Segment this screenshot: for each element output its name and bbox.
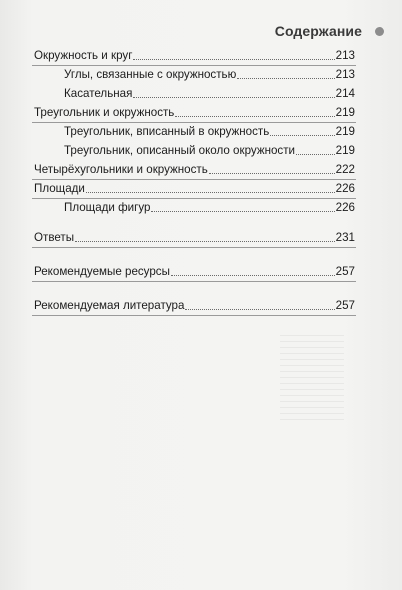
toc-entry-label: Рекомендуемая литература [34, 299, 185, 312]
toc-subentry-kasatelnaya[interactable] [64, 86, 355, 101]
toc-entry-label: Треугольник и окружность [34, 106, 175, 119]
dot-leader [209, 173, 335, 174]
toc-entry-page: 226 [335, 201, 355, 214]
toc-entry-label: Ответы [34, 231, 75, 244]
page-header [275, 22, 384, 40]
toc-subentry-ploshchadi-figur[interactable] [64, 200, 355, 215]
toc-divider [32, 122, 356, 123]
toc-entry-page: 214 [335, 87, 355, 100]
toc-entry-label: Четырёхугольники и окружность [34, 163, 208, 176]
bullet-dot-icon [375, 27, 384, 36]
toc-entry-treugolnik-i-okruzhnost[interactable] [34, 105, 355, 120]
toc-divider [32, 247, 356, 248]
toc-entry-label: Углы, связанные с окружностью [64, 68, 237, 81]
toc-entry-label: Рекомендуемые ресурсы [34, 265, 170, 278]
toc-entry-resursy[interactable] [34, 264, 355, 279]
toc-entry-label: Треугольник, описанный около окружности [64, 144, 296, 157]
dot-leader [133, 59, 334, 60]
dot-leader [296, 154, 335, 155]
dot-leader [270, 135, 334, 136]
toc-entry-page: 231 [335, 231, 355, 244]
dot-leader [151, 211, 334, 212]
toc-subentry-opisannyi[interactable] [64, 143, 355, 158]
dot-leader [75, 241, 335, 242]
toc-entry-label: Окружность и круг [34, 49, 133, 62]
dot-leader [86, 192, 335, 193]
dot-leader [185, 309, 334, 310]
toc-entry-page: 257 [335, 299, 355, 312]
dot-leader [175, 116, 334, 117]
section-title: Содержание [274, 23, 362, 39]
toc-entry-page: 219 [335, 144, 355, 157]
toc-entry-ploshchadi[interactable] [34, 181, 355, 196]
toc-entry-label: Площади фигур [64, 201, 151, 214]
toc-subentry-vpisannyi[interactable] [64, 124, 355, 139]
dot-leader [171, 275, 335, 276]
toc-entry-okruzhnost-i-krug[interactable] [34, 48, 355, 63]
toc-subentry-ugly[interactable] [64, 67, 355, 82]
toc-divider [32, 281, 356, 282]
toc-entry-label: Касательная [64, 87, 133, 100]
toc-entry-page: 213 [335, 68, 355, 81]
toc-entry-literatura[interactable] [34, 298, 355, 313]
dot-leader [237, 78, 334, 79]
toc-entry-label: Треугольник, вписанный в окружность [64, 125, 270, 138]
toc-entry-chetyrekhugolniki[interactable] [34, 162, 355, 177]
toc-entry-page: 213 [335, 49, 355, 62]
toc-entry-page: 222 [335, 163, 355, 176]
toc-divider [32, 315, 356, 316]
toc-entry-label: Площади [34, 182, 85, 195]
toc-divider [32, 179, 356, 180]
toc-entry-page: 257 [335, 265, 355, 278]
toc-entry-page: 226 [335, 182, 355, 195]
toc-entry-page: 219 [335, 125, 355, 138]
toc-entry-otvety[interactable] [34, 230, 355, 245]
toc-divider [32, 198, 356, 199]
bleed-through-shadow [280, 330, 344, 420]
toc-entry-page: 219 [335, 106, 355, 119]
dot-leader [133, 97, 334, 98]
toc-divider [32, 65, 356, 66]
